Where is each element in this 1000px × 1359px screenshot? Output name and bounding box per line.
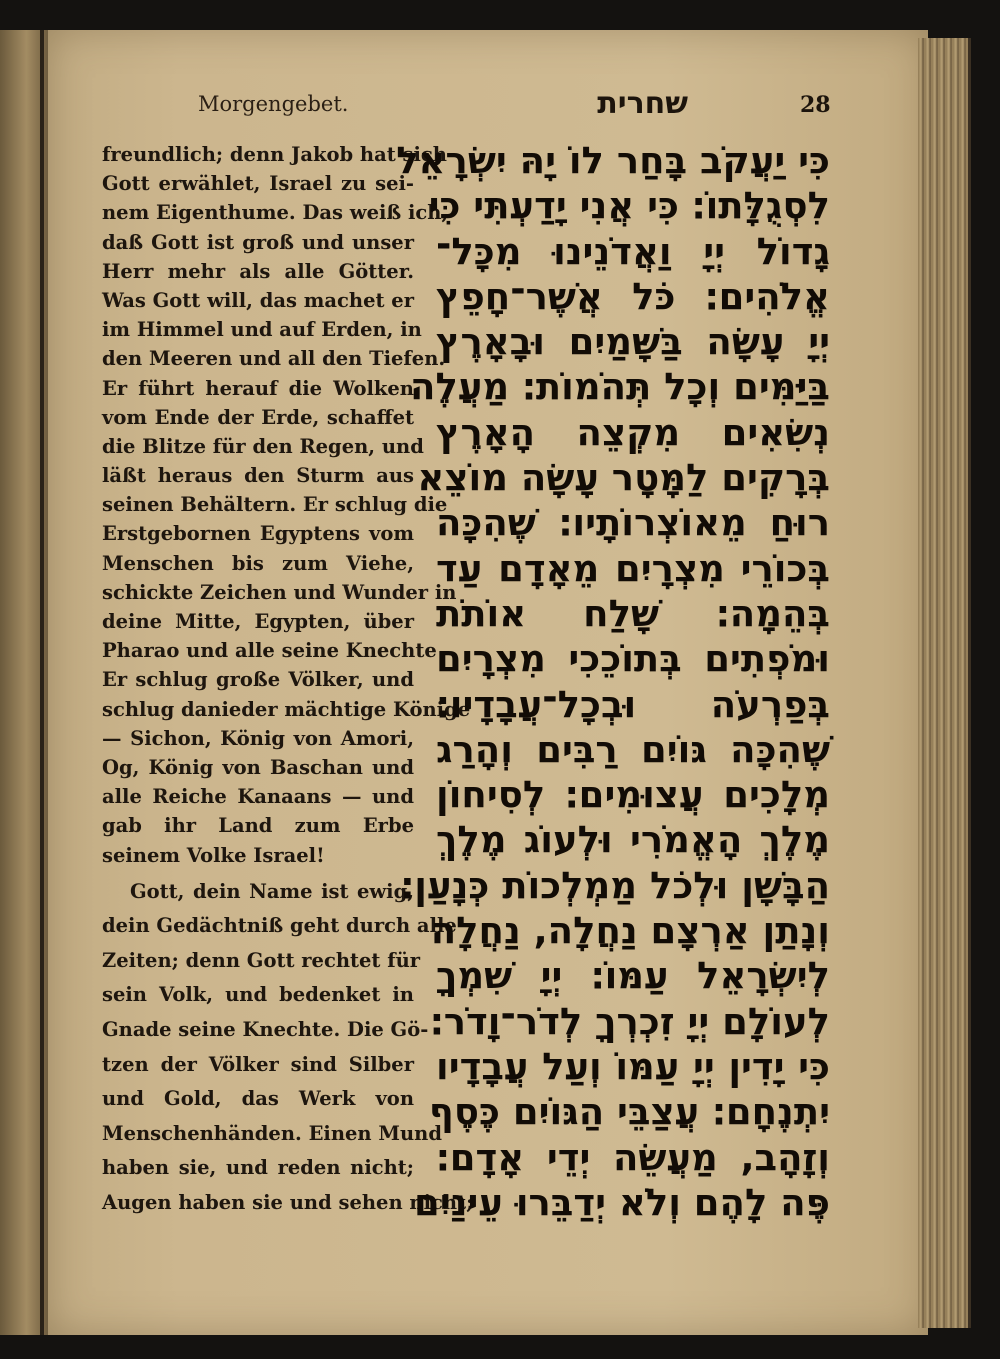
text-line: Og, König von Baschan und (102, 755, 414, 779)
hebrew-line: כִּי יָדִין יְיָ עַמּוֹ וְעַל עֲבָדָיו (436, 1044, 830, 1088)
text-line: deine Mitte, Egypten, über (102, 610, 414, 633)
hebrew-line: כִּי יַעֲקֹב בָּחַר לוֹ יָהּ יִשְׂרָאֵל (396, 139, 830, 182)
hebrew-line: מְלָכִים עֲצוּמִים׃ לְסִיחוֹן (436, 773, 830, 817)
text-line: Er führt herauf die Wolken (102, 376, 414, 400)
text-line: Augen haben sie und sehen nicht; (102, 1191, 474, 1215)
text-line: schlug danieder mächtige Könige (102, 697, 471, 721)
hebrew-line: וּמֹפְתִים בְּתוֹכֵכִי מִצְרָיִם (436, 637, 830, 681)
text-line: Gott erwählet, Israel zu sei- (102, 172, 414, 196)
hebrew-line: לְיִשְׂרָאֵל עַמּוֹ׃ יְיָ שִׁמְךָ (436, 954, 830, 998)
page-edges (918, 38, 971, 1328)
text-line: im Himmel und auf Erden, in (102, 318, 422, 342)
hebrew-line: מֶלֶךְ הָאֱמֹרִי וּלְעוֹג מֶלֶךְ (436, 818, 830, 862)
hebrew-line: בְּרָקִים לַמָּטָר עָשָׂה מוֹצֵא (417, 456, 830, 500)
text-line: seinem Volke Israel! (102, 843, 325, 867)
text-line: läßt heraus den Sturm aus (102, 464, 414, 488)
hebrew-line: בְּפַרְעֹה וּבְכָל־עֲבָדָיו׃ (436, 682, 830, 726)
text-line: Er schlug große Völker, und (102, 668, 414, 692)
running-title-hebrew: שחרית (597, 86, 688, 121)
text-line: tzen der Völker sind Silber (102, 1052, 414, 1076)
hebrew-line: גָדוֹל יְיָ וַאֲדֹנֵינוּ מִכָּל־ (436, 229, 830, 273)
text-line: Herr mehr als alle Götter. (102, 259, 414, 283)
text-line: Erstgebornen Egyptens vom (102, 522, 414, 546)
text-line: nem Eigenthume. Das weiß ich, (102, 201, 449, 225)
page-number: 28 (800, 92, 831, 118)
german-paragraph-1 (102, 140, 471, 870)
text-line: Gott, dein Name ist ewig, (130, 879, 414, 903)
hebrew-line: יִתְנֶחָם׃ עֲצַבֵּי הַגּוֹיִם כֶּסֶף (428, 1090, 830, 1134)
text-line: daß Gott ist groß und unser (102, 230, 414, 254)
text-line: die Blitze für den Regen, und (102, 434, 424, 458)
text-line: Gnade seine Knechte. Die Gö- (102, 1018, 429, 1042)
text-line: Menschen bis zum Viehe, (102, 551, 414, 575)
text-line: haben sie, und reden nicht; (102, 1156, 414, 1180)
hebrew-line: בַּיַּמִּים וְכָל תְּהֹמוֹת׃ מַעֲלֶה (410, 365, 830, 409)
hebrew-line: הַבָּשָׁן וּלְכֹל מַמְלְכוֹת כְּנָעַן׃ (400, 863, 830, 907)
text-line: Pharao und alle seine Knechte (102, 639, 437, 663)
text-line: seinen Behältern. Er schlug die (102, 493, 448, 517)
text-line: Was Gott will, das machet er (102, 288, 414, 312)
text-line: den Meeren und all den Tiefen. (102, 347, 446, 371)
text-line: und Gold, das Werk von (102, 1087, 414, 1111)
text-line: schickte Zeichen und Wunder in (102, 580, 457, 604)
text-line: Menschenhänden. Einen Mund (102, 1121, 442, 1145)
hebrew-line: לִסְגֻלָּתוֹ׃ כִּי אֲנִי יָדַעְתִּי כִּי (428, 184, 830, 228)
hebrew-line: יְיָ עָשָׂה בַּשָּׁמַיִם וּבָאָרֶץ (436, 320, 830, 364)
text-line: sein Volk, und bedenket in (102, 983, 414, 1007)
hebrew-line: וְנָתַן אַרְצָם נַחֲלָה, נַחֲלָה (430, 909, 830, 953)
german-paragraph-2 (102, 875, 474, 1221)
text-line: Zeiten; denn Gott rechtet für (102, 948, 421, 972)
running-title-german: Morgengebet. (198, 92, 349, 116)
hebrew-line: לְעוֹלָם יְיָ זִכְרְךָ לְדֹר־וָדֹר׃ (430, 999, 830, 1043)
text-line: — Sichon, König von Amori, (102, 726, 414, 750)
gutter-line (40, 30, 44, 1335)
german-column (102, 140, 474, 1230)
hebrew-line: בְּכוֹרֵי מִצְרָיִם מֵאָדָם עַד (436, 546, 830, 590)
text-line: gab ihr Land zum Erbe (102, 814, 414, 838)
hebrew-line: וְזָהָב, מַעֲשֵׂה יְדֵי אָדָם׃ (436, 1135, 830, 1179)
hebrew-line: רוּחַ מֵאוֹצְרוֹתָיו׃ שֶׁהִכָּה (436, 501, 830, 545)
hebrew-column (396, 138, 830, 1238)
hebrew-line: פֶּה לָהֶם וְלֹא יְדַבֵּרוּ עֵינַיִם (414, 1180, 830, 1224)
hebrew-line: שֶׁהִכָּה גּוֹיִם רַבִּים וְהָרַג (436, 727, 830, 771)
hebrew-line: אֱלֹהִים׃ כֹּל אֲשֶׁר־חָפֵץ (436, 274, 830, 318)
hebrew-line: בְּהֵמָה׃ שָׁלַח אוֹתֹת (436, 591, 830, 635)
text-line: freundlich; denn Jakob hat sich (102, 143, 447, 166)
hebrew-line: נְשִׂאִים מִקְצֵה הָאָרֶץ (436, 410, 830, 454)
text-line: alle Reiche Kanaans — und (102, 785, 414, 809)
text-line: dein Gedächtniß geht durch alle (102, 914, 457, 938)
text-line: vom Ende der Erde, schaffet (102, 405, 414, 429)
